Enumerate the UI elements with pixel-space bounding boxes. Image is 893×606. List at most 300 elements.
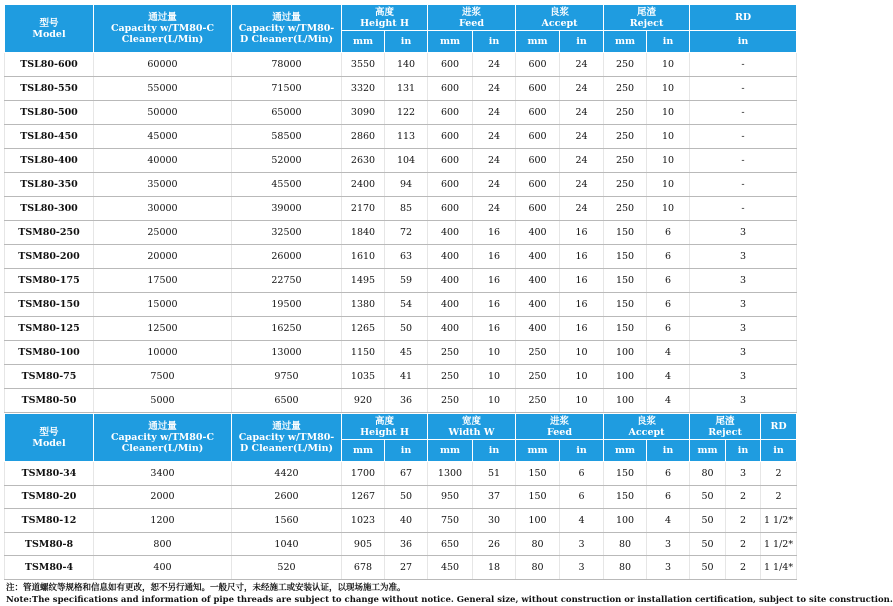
table-cell: 2	[761, 485, 797, 509]
table-cell: 1265	[342, 317, 385, 341]
table-cell: 104	[385, 149, 428, 173]
unit-in: in	[560, 440, 604, 462]
table-cell: 10	[560, 389, 604, 413]
table-cell: 600	[428, 53, 473, 77]
model-cell: TSM80-100	[5, 341, 94, 365]
table-cell: 4	[647, 389, 690, 413]
table-cell: 450	[428, 556, 473, 580]
table-cell: 45000	[94, 125, 232, 149]
table-cell: 26	[473, 532, 516, 556]
table-cell: 10	[647, 197, 690, 221]
table-cell: 2	[726, 485, 761, 509]
table-cell: 59	[385, 269, 428, 293]
unit-mm: mm	[342, 31, 385, 53]
table-cell: 2600	[232, 485, 342, 509]
table-cell: 400	[516, 269, 560, 293]
table-cell: 100	[516, 509, 560, 533]
table-cell: 41	[385, 365, 428, 389]
capacity-c-header: 通过量 Capacity w/TM80-C Cleaner(L/Min)	[94, 5, 232, 53]
table-cell: 250	[428, 389, 473, 413]
table-cell: 54	[385, 293, 428, 317]
table-cell: 24	[473, 149, 516, 173]
table-row	[5, 101, 797, 125]
table-cell: 1150	[342, 341, 385, 365]
table-cell: 16250	[232, 317, 342, 341]
table-cell: 24	[473, 197, 516, 221]
table-cell: -	[690, 77, 797, 101]
table-row	[5, 77, 797, 101]
spec-table-large	[4, 4, 797, 413]
table-cell: 20000	[94, 245, 232, 269]
model-cell: TSM80-175	[5, 269, 94, 293]
spec-table-small	[4, 413, 797, 580]
table-cell: 39000	[232, 197, 342, 221]
table-cell: 24	[473, 125, 516, 149]
model-cell: TSM80-12	[5, 509, 94, 533]
table-cell: 250	[516, 365, 560, 389]
table-cell: 55000	[94, 77, 232, 101]
table-cell: 10	[473, 365, 516, 389]
table-cell: 50	[385, 485, 428, 509]
table-cell: 3320	[342, 77, 385, 101]
table-cell: 1300	[428, 462, 473, 486]
table-cell: 250	[516, 389, 560, 413]
table-cell: 520	[232, 556, 342, 580]
table-cell: 51	[473, 462, 516, 486]
table-cell: 6500	[232, 389, 342, 413]
table-cell: 36	[385, 532, 428, 556]
rd-header: RD	[761, 414, 797, 440]
table-cell: 3	[690, 221, 797, 245]
unit-in: in	[726, 440, 761, 462]
table-cell: 113	[385, 125, 428, 149]
model-cell: TSL80-300	[5, 197, 94, 221]
table-cell: 150	[604, 245, 647, 269]
table-cell: 24	[560, 149, 604, 173]
table-cell: 400	[94, 556, 232, 580]
table-cell: 150	[516, 485, 560, 509]
table-cell: 50	[385, 317, 428, 341]
table-row	[5, 245, 797, 269]
table-cell: 24	[560, 101, 604, 125]
table-cell: 600	[428, 173, 473, 197]
feed-header: 进浆 Feed	[516, 414, 604, 440]
table-cell: 16	[560, 293, 604, 317]
table-cell: 400	[516, 221, 560, 245]
table-cell: 600	[516, 53, 560, 77]
model-cell: TSL80-550	[5, 77, 94, 101]
table-cell: 100	[604, 389, 647, 413]
table-cell: 16	[473, 245, 516, 269]
table-cell: 4	[560, 509, 604, 533]
table-cell: 250	[516, 341, 560, 365]
table-cell: 32500	[232, 221, 342, 245]
unit-in: in	[385, 31, 428, 53]
table-cell: 36	[385, 389, 428, 413]
accept-header: 良浆 Accept	[516, 5, 604, 31]
table-row	[5, 53, 797, 77]
table-cell: 250	[604, 101, 647, 125]
table-cell: 6	[560, 462, 604, 486]
table-cell: 94	[385, 173, 428, 197]
table-cell: 16	[560, 221, 604, 245]
unit-mm: mm	[516, 440, 560, 462]
unit-mm: mm	[428, 31, 473, 53]
feed-header: 进浆 Feed	[428, 5, 516, 31]
table-row	[5, 197, 797, 221]
table-cell: 60000	[94, 53, 232, 77]
table-cell: 1040	[232, 532, 342, 556]
table-cell: 600	[516, 173, 560, 197]
capacity-d-header: 通过量 Capacity w/TM80-D Cleaner(L/Min)	[232, 414, 342, 462]
unit-in: in	[690, 31, 797, 53]
table-cell: 6	[647, 293, 690, 317]
table-cell: 50	[690, 532, 726, 556]
capacity-d-header: 通过量 Capacity w/TM80-D Cleaner(L/Min)	[232, 5, 342, 53]
table-cell: 150	[604, 269, 647, 293]
table-cell: 24	[560, 173, 604, 197]
table-cell: 37	[473, 485, 516, 509]
table-cell: 22750	[232, 269, 342, 293]
table-row	[5, 509, 797, 533]
table-cell: 50	[690, 509, 726, 533]
capacity-c-header: 通过量 Capacity w/TM80-C Cleaner(L/Min)	[94, 414, 232, 462]
table-cell: 3	[690, 269, 797, 293]
table-cell: 50	[690, 485, 726, 509]
table-cell: 3400	[94, 462, 232, 486]
table-cell: 250	[604, 149, 647, 173]
table-cell: 2	[726, 556, 761, 580]
table-cell: 250	[604, 53, 647, 77]
table-cell: 600	[516, 77, 560, 101]
table-cell: 24	[560, 77, 604, 101]
table-cell: 85	[385, 197, 428, 221]
table-cell: 2000	[94, 485, 232, 509]
table-cell: 400	[428, 317, 473, 341]
table-cell: 24	[473, 53, 516, 77]
table-cell: 13000	[232, 341, 342, 365]
table-cell: 80	[604, 556, 647, 580]
table-cell: 3	[690, 293, 797, 317]
table-cell: 16	[560, 245, 604, 269]
table-row	[5, 293, 797, 317]
table-cell: 16	[560, 269, 604, 293]
table-cell: 3	[560, 556, 604, 580]
table-cell: 80	[690, 462, 726, 486]
table-cell: 9750	[232, 365, 342, 389]
table-cell: 6	[647, 269, 690, 293]
unit-in: in	[385, 440, 428, 462]
table-cell: -	[690, 197, 797, 221]
table-cell: -	[690, 53, 797, 77]
table-cell: 10	[647, 53, 690, 77]
table-cell: 3	[647, 532, 690, 556]
table-cell: 250	[428, 365, 473, 389]
table-row	[5, 221, 797, 245]
table-cell: 24	[560, 53, 604, 77]
table-cell: 800	[94, 532, 232, 556]
table-cell: 2630	[342, 149, 385, 173]
model-cell: TSL80-400	[5, 149, 94, 173]
table-cell: 1560	[232, 509, 342, 533]
table-cell: 920	[342, 389, 385, 413]
table-cell: 1200	[94, 509, 232, 533]
unit-mm: mm	[516, 31, 560, 53]
table-cell: 10	[647, 125, 690, 149]
table-cell: 27	[385, 556, 428, 580]
table-cell: 600	[428, 149, 473, 173]
table-row	[5, 532, 797, 556]
table-cell: 50000	[94, 101, 232, 125]
table-cell: 63	[385, 245, 428, 269]
model-cell: TSM80-75	[5, 365, 94, 389]
table-cell: 24	[560, 125, 604, 149]
table-cell: 600	[428, 77, 473, 101]
table-cell: 3550	[342, 53, 385, 77]
table-cell: 80	[516, 532, 560, 556]
table-cell: 250	[428, 341, 473, 365]
table-cell: 3	[690, 341, 797, 365]
table-row	[5, 365, 797, 389]
model-cell: TSL80-600	[5, 53, 94, 77]
notes	[4, 582, 893, 606]
table-cell: 10	[647, 149, 690, 173]
table-cell: 35000	[94, 173, 232, 197]
table-cell: 3	[690, 317, 797, 341]
table2-header	[5, 414, 797, 462]
table-cell: 18	[473, 556, 516, 580]
table-cell: 122	[385, 101, 428, 125]
table-cell: 40000	[94, 149, 232, 173]
table-cell: 250	[604, 125, 647, 149]
table-row	[5, 485, 797, 509]
table-cell: 24	[473, 77, 516, 101]
table-cell: 12500	[94, 317, 232, 341]
table-cell: 3	[690, 389, 797, 413]
table-cell: 150	[604, 293, 647, 317]
table-cell: 150	[604, 462, 647, 486]
table-cell: 400	[516, 317, 560, 341]
table-cell: 19500	[232, 293, 342, 317]
table-cell: -	[690, 149, 797, 173]
table-cell: 750	[428, 509, 473, 533]
unit-mm: mm	[342, 440, 385, 462]
table-cell: 30	[473, 509, 516, 533]
table-cell: 7500	[94, 365, 232, 389]
model-cell: TSM80-8	[5, 532, 94, 556]
reject-header: 尾渣 Reject	[690, 414, 761, 440]
table-cell: 10	[473, 341, 516, 365]
table-cell: 10	[473, 389, 516, 413]
table-row	[5, 341, 797, 365]
table-cell: 71500	[232, 77, 342, 101]
table-cell: 1023	[342, 509, 385, 533]
table-cell: 6	[647, 245, 690, 269]
table-row	[5, 269, 797, 293]
table-cell: 4	[647, 341, 690, 365]
unit-in: in	[560, 31, 604, 53]
model-cell: TSM80-150	[5, 293, 94, 317]
table-cell: 1 1/2*	[761, 509, 797, 533]
table-cell: 650	[428, 532, 473, 556]
table-cell: 1035	[342, 365, 385, 389]
table-cell: 400	[428, 293, 473, 317]
table-row	[5, 125, 797, 149]
table-cell: 678	[342, 556, 385, 580]
table-cell: 17500	[94, 269, 232, 293]
table-cell: 250	[604, 77, 647, 101]
table1-body	[5, 53, 797, 413]
table-cell: 400	[516, 293, 560, 317]
table-cell: 600	[428, 125, 473, 149]
note-english: Note:The specifications and information of pipe threads are subject to change without notice. General size, without construction or installation certification, subject to site construction.	[6, 594, 893, 605]
table-cell: 1267	[342, 485, 385, 509]
table-cell: -	[690, 125, 797, 149]
table-cell: 400	[516, 245, 560, 269]
table-cell: 600	[428, 197, 473, 221]
table-cell: 600	[428, 101, 473, 125]
table-cell: 150	[604, 485, 647, 509]
table-cell: 3090	[342, 101, 385, 125]
table-cell: 1495	[342, 269, 385, 293]
table-cell: 100	[604, 365, 647, 389]
model-cell: TSM80-50	[5, 389, 94, 413]
table-cell: 50	[690, 556, 726, 580]
table-cell: 10	[560, 365, 604, 389]
table-cell: 400	[428, 269, 473, 293]
height-header: 高度 Height H	[342, 5, 428, 31]
table-cell: 600	[516, 125, 560, 149]
table-cell: 150	[516, 462, 560, 486]
table-cell: 30000	[94, 197, 232, 221]
unit-in: in	[647, 440, 690, 462]
table-cell: 80	[604, 532, 647, 556]
reject-header: 尾渣 Reject	[604, 5, 690, 31]
table-cell: -	[690, 101, 797, 125]
model-cell: TSL80-450	[5, 125, 94, 149]
table-cell: 80	[516, 556, 560, 580]
model-cell: TSL80-350	[5, 173, 94, 197]
table-cell: 150	[604, 221, 647, 245]
table-cell: 26000	[232, 245, 342, 269]
table-cell: 600	[516, 149, 560, 173]
table-cell: 2400	[342, 173, 385, 197]
table-cell: 65000	[232, 101, 342, 125]
table-cell: 6	[647, 462, 690, 486]
table-cell: 45	[385, 341, 428, 365]
unit-in: in	[761, 440, 797, 462]
table-row	[5, 317, 797, 341]
table-cell: 16	[473, 221, 516, 245]
table-cell: 3	[690, 245, 797, 269]
table-cell: 2170	[342, 197, 385, 221]
height-header: 高度 Height H	[342, 414, 428, 440]
table-cell: 10	[647, 101, 690, 125]
table-cell: 3	[647, 556, 690, 580]
unit-mm: mm	[604, 440, 647, 462]
table-cell: 15000	[94, 293, 232, 317]
table-cell: 3	[560, 532, 604, 556]
table-cell: 3	[726, 462, 761, 486]
model-cell: TSM80-20	[5, 485, 94, 509]
spec-sheet	[4, 4, 893, 606]
table-cell: 400	[428, 245, 473, 269]
table-cell: 950	[428, 485, 473, 509]
table-cell: 24	[473, 101, 516, 125]
table1-header	[5, 5, 797, 53]
table-cell: 1 1/2*	[761, 532, 797, 556]
unit-mm: mm	[428, 440, 473, 462]
table-cell: 140	[385, 53, 428, 77]
unit-mm: mm	[690, 440, 726, 462]
table-cell: 16	[560, 317, 604, 341]
table-cell: 2	[726, 532, 761, 556]
table-cell: 250	[604, 173, 647, 197]
table-cell: 40	[385, 509, 428, 533]
table-cell: 2	[761, 462, 797, 486]
table-cell: -	[690, 173, 797, 197]
table-cell: 1610	[342, 245, 385, 269]
table-cell: 250	[604, 197, 647, 221]
table-cell: 6	[647, 221, 690, 245]
model-cell: TSM80-34	[5, 462, 94, 486]
table2-body	[5, 462, 797, 580]
table-cell: 10	[647, 77, 690, 101]
model-cell: TSM80-125	[5, 317, 94, 341]
table-cell: 2	[726, 509, 761, 533]
table-cell: 25000	[94, 221, 232, 245]
table-row	[5, 149, 797, 173]
table-cell: 4	[647, 509, 690, 533]
table-cell: 131	[385, 77, 428, 101]
table-row	[5, 556, 797, 580]
table-cell: 6	[560, 485, 604, 509]
model-cell: TSL80-500	[5, 101, 94, 125]
table-cell: 100	[604, 341, 647, 365]
table-cell: 6	[647, 317, 690, 341]
table-cell: 600	[516, 101, 560, 125]
unit-in: in	[473, 440, 516, 462]
table-cell: 100	[604, 509, 647, 533]
unit-in: in	[647, 31, 690, 53]
table-cell: 1 1/4*	[761, 556, 797, 580]
table-cell: 905	[342, 532, 385, 556]
table-row	[5, 389, 797, 413]
accept-header: 良浆 Accept	[604, 414, 690, 440]
table-cell: 150	[604, 317, 647, 341]
table-cell: 3	[690, 365, 797, 389]
table-cell: 16	[473, 317, 516, 341]
table-cell: 6	[647, 485, 690, 509]
table-cell: 24	[473, 173, 516, 197]
table-cell: 10	[647, 173, 690, 197]
model-header: 型号 Model	[5, 5, 94, 53]
table-cell: 16	[473, 269, 516, 293]
note-chinese: 注：管道螺纹等规格和信息如有更改，恕不另行通知。一般尺寸，未经施工或安装认证，以现场施工为准。	[6, 582, 406, 593]
table-cell: 45500	[232, 173, 342, 197]
table-cell: 4420	[232, 462, 342, 486]
table-cell: 52000	[232, 149, 342, 173]
table-cell: 5000	[94, 389, 232, 413]
table-cell: 10000	[94, 341, 232, 365]
table-cell: 4	[647, 365, 690, 389]
model-cell: TSM80-200	[5, 245, 94, 269]
width-header: 宽度 Width W	[428, 414, 516, 440]
table-cell: 78000	[232, 53, 342, 77]
rd-header: RD	[690, 5, 797, 31]
table-cell: 600	[516, 197, 560, 221]
table-row	[5, 462, 797, 486]
